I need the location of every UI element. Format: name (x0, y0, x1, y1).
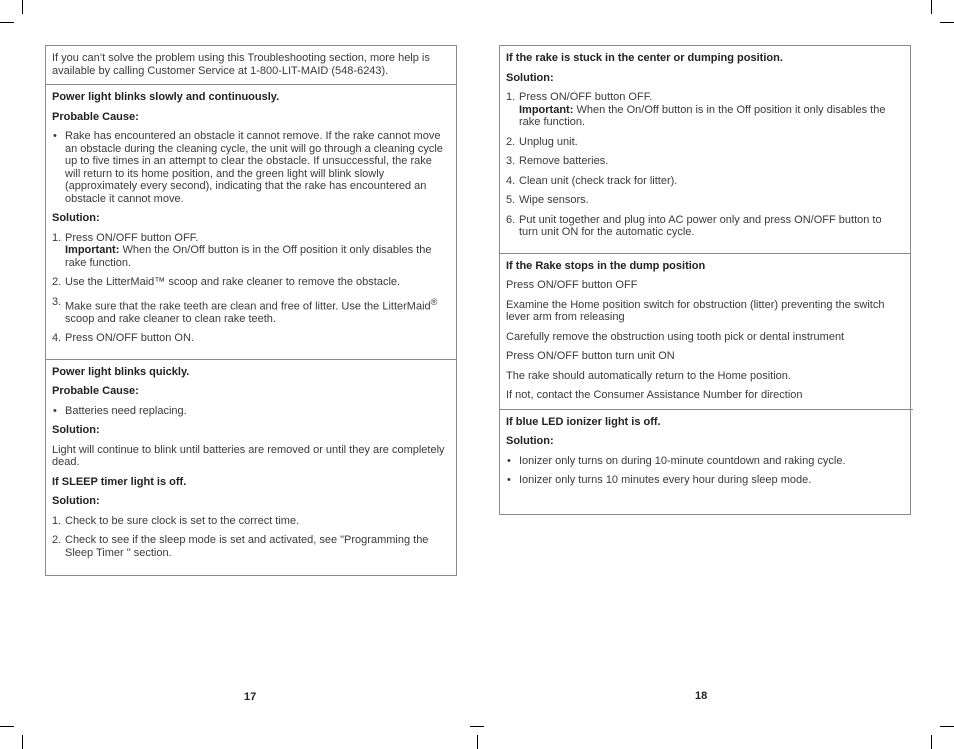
bullet-icon: • (53, 130, 57, 142)
troubleshooting-panel-right (499, 45, 911, 515)
troubleshooting-panel-left (45, 45, 457, 576)
section-rake-stops (500, 253, 910, 409)
page-number: 18 (695, 690, 708, 702)
registered-mark: ® (430, 296, 438, 307)
list-item (506, 455, 906, 468)
section-rake-stuck (500, 46, 910, 253)
important-text: When the On/Off button is in the Off position it only disables the rake function. (65, 244, 432, 269)
instruction-line: Press ON/OFF button turn unit ON (506, 350, 675, 362)
crop-mark (931, 735, 932, 749)
solution-label: Solution: (52, 424, 100, 437)
center-crop-mark (477, 735, 478, 749)
list-item (52, 232, 449, 270)
cause-label: Probable Cause: (52, 385, 139, 398)
list-item (52, 296, 449, 326)
crop-mark (22, 0, 23, 14)
solution-list (506, 455, 906, 487)
step-text: Press ON/OFF button ON. (65, 332, 194, 345)
step-text: Check to see if the sleep mode is set and activated, see "Programming the Sleep Timer " section. (65, 534, 429, 559)
list-item (506, 194, 903, 207)
crop-mark (931, 0, 932, 14)
section-blinks-quickly (46, 359, 456, 574)
step-text: Remove batteries. (519, 155, 609, 167)
step-number: 1. (52, 514, 62, 527)
bullet-icon: • (507, 474, 511, 486)
solution-steps (52, 515, 449, 560)
step-text: Put unit together and plug into AC power only and press ON/OFF button to turn unit ON for the automatic cycle. (519, 213, 882, 238)
step-text: Make sure that the rake teeth are clean and free of litter. Use the LitterMaid (65, 300, 431, 313)
solution-label: Solution: (52, 495, 100, 508)
instruction-line: Press ON/OFF button OFF (506, 279, 638, 291)
step-text: Check to be sure clock is set to the correct time. (65, 514, 300, 527)
step-text: Clean unit (check track for litter). (519, 174, 678, 187)
list-item (506, 155, 903, 168)
solution-label: Solution: (52, 212, 100, 224)
step-number: 6. (506, 213, 516, 226)
list-item (52, 534, 449, 559)
step-text: Use the LitterMaid™ scoop and rake cleaner to remove the obstacle. (65, 276, 401, 288)
list-item (52, 332, 449, 345)
bullet-icon: • (507, 454, 511, 467)
section-heading: If the Rake stops in the dump position (506, 259, 706, 272)
step-number: 1. (52, 231, 62, 244)
cause-list (52, 130, 449, 205)
section-ionizer (500, 409, 913, 501)
solution-text: Ionizer only turns 10 minutes every hour during sleep mode. (519, 474, 812, 486)
section-heading: If SLEEP timer light is off. (52, 475, 187, 488)
step-text: Wipe sensors. (519, 194, 589, 206)
solution-text: Ionizer only turns on during 10-minute countdown and raking cycle. (519, 454, 846, 467)
section-heading: If blue LED ionizer light is off. (506, 415, 661, 428)
crop-mark (0, 726, 14, 727)
list-item (506, 136, 903, 149)
list-item (506, 175, 903, 188)
step-number: 3. (506, 155, 516, 167)
list-item (506, 91, 903, 129)
section-heading: Power light blinks quickly. (52, 365, 190, 378)
crop-mark (0, 22, 14, 23)
instruction-line: Carefully remove the obstruction using tooth pick or dental instrument (506, 330, 845, 343)
important-label: Important: (65, 244, 120, 256)
list-item (52, 130, 449, 205)
step-number: 2. (52, 276, 62, 288)
cause-text: Rake has encountered an obstacle it cannot remove. If the rake cannot move an obstacle during the cleaning cycle, the unit will go through a cleaning cycle up to five times in an attempt to clear the obstacle. If unsuccessful, the rake will return to its home position, and the green light will blink slowly (approximately every second), indicating that the rake has encountered an obstacle it cannot move. (65, 130, 443, 205)
section-heading: Power light blinks slowly and continuously. (52, 91, 280, 103)
step-number: 2. (506, 135, 516, 148)
solution-steps (506, 91, 903, 239)
section-blinks-slowly (46, 84, 456, 359)
center-crop-mark (470, 726, 484, 727)
list-item (52, 405, 449, 418)
step-text: Press ON/OFF button OFF. (65, 231, 199, 244)
step-text: Unplug unit. (519, 135, 578, 148)
step-text: scoop and rake cleaner to clean rake teeth. (65, 312, 276, 325)
step-number: 4. (52, 332, 62, 345)
solution-label: Solution: (506, 435, 554, 447)
list-item (506, 214, 903, 239)
cause-list (52, 405, 449, 418)
instruction-line: The rake should automatically return to the Home position. (506, 369, 791, 382)
intro-section (46, 46, 456, 84)
cause-text: Batteries need replacing. (65, 404, 187, 417)
instruction-line: Examine the Home position switch for obstruction (litter) preventing the switch lever arm from releasing (506, 298, 885, 323)
important-text: When the On/Off button is in the Off position it only disables the rake function. (519, 103, 886, 128)
important-label: Important: (519, 103, 574, 116)
crop-mark (940, 22, 954, 23)
list-item (506, 474, 906, 487)
list-item (52, 276, 449, 289)
solution-steps (52, 232, 449, 345)
step-number: 1. (506, 91, 516, 103)
step-number: 3. (52, 295, 62, 308)
cause-label: Probable Cause: (52, 110, 139, 123)
crop-mark (22, 735, 23, 749)
bullet-icon: • (53, 404, 57, 417)
solution-text: Light will continue to blink until batteries are removed or until they are completely dead. (52, 443, 445, 469)
solution-label: Solution: (506, 71, 554, 84)
page-number: 17 (244, 691, 257, 703)
step-text: Press ON/OFF button OFF. (519, 91, 653, 103)
step-number: 5. (506, 194, 516, 206)
step-number: 2. (52, 534, 62, 547)
list-item (52, 515, 449, 528)
intro-text: If you can’t solve the problem using this Troubleshooting section, more help is available by calling Customer Service at 1-800-LIT-MAID (548-6243). (52, 52, 430, 77)
crop-mark (940, 726, 954, 727)
instruction-line: If not, contact the Consumer Assistance Number for direction (506, 389, 803, 401)
section-heading: If the rake is stuck in the center or dumping position. (506, 52, 783, 64)
step-number: 4. (506, 174, 516, 187)
